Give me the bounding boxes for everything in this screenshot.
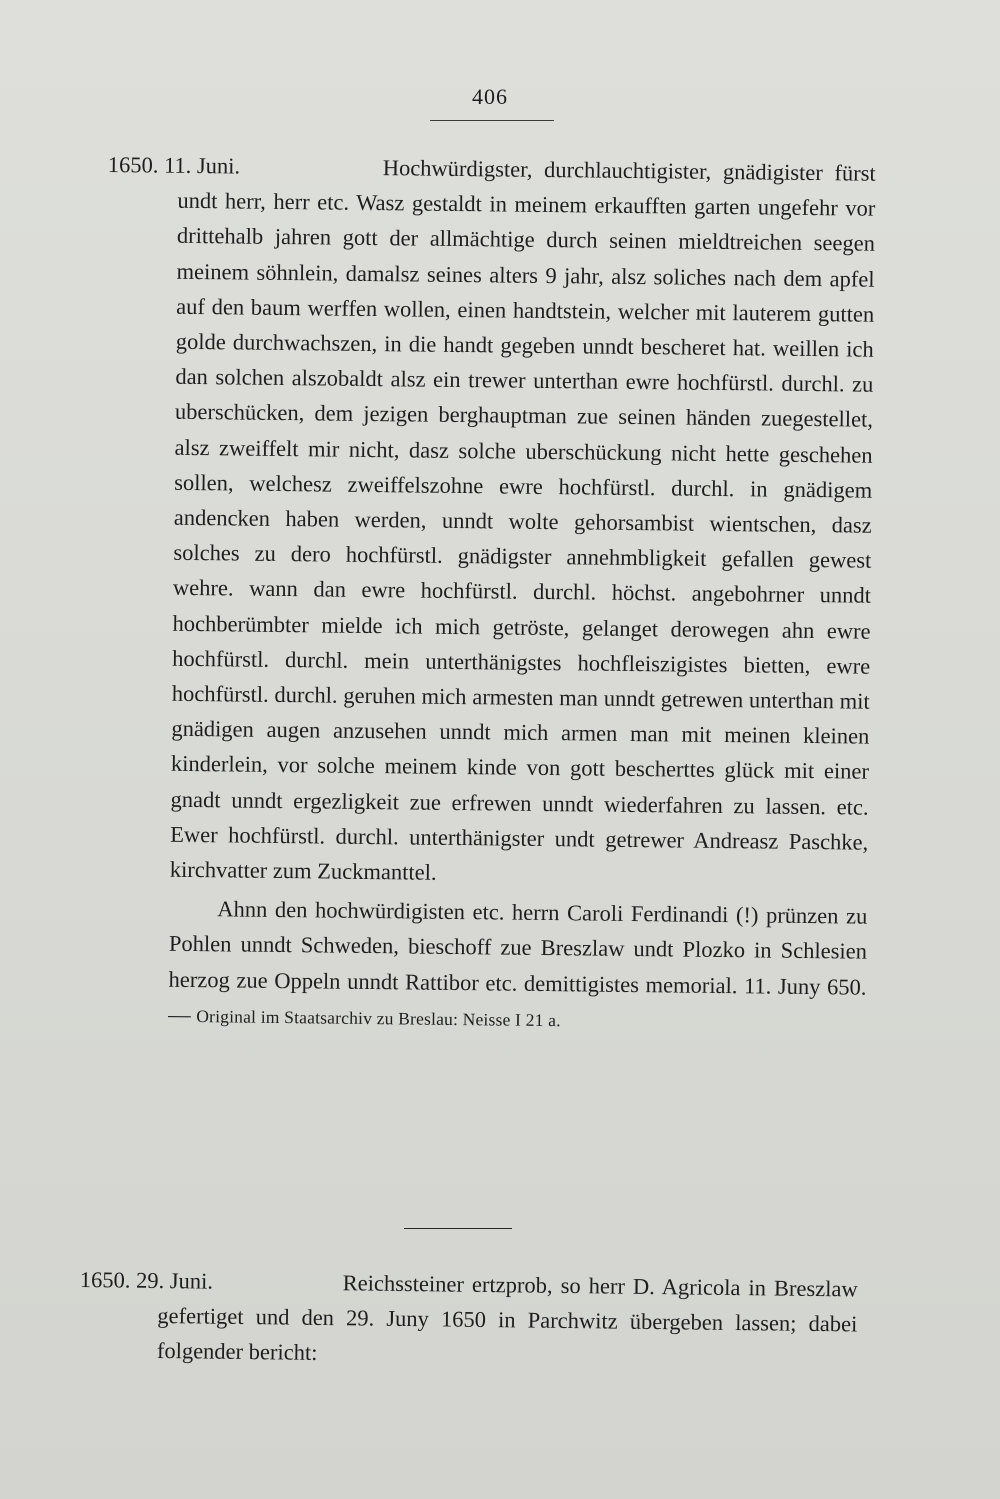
source-note: Original im Staatsarchiv zu Breslau: Neisse I 21 a. bbox=[196, 1005, 561, 1031]
entry-paragraph bbox=[157, 1263, 858, 1377]
address-text: Ahnn den hochwürdigisten etc. herrn Caroli Ferdinandi (!) prünzen zu Pohlen unndt Schweden, bieschoff zue Breszlaw undt Plozko in Schlesien herzog zue Oppeln unndt Rattibor etc. demittigistes memorial. 11. Juny 650. — bbox=[168, 896, 868, 1027]
entry-date: 1650. 11. Juni. bbox=[107, 151, 241, 179]
address-paragraph bbox=[168, 891, 868, 1042]
section-divider bbox=[404, 1228, 512, 1229]
entry-text: Reichssteiner ertzprob, so herr D. Agricola in Breszlaw gefertiget und den 29. Juny 1650 in Parchwitz übergeben lassen; dabei folgender bericht: bbox=[156, 1270, 858, 1366]
entry-body bbox=[98, 147, 876, 1042]
entry-1650-06-11 bbox=[98, 147, 876, 1042]
entry-date: 1650. 29. Juni. bbox=[79, 1266, 214, 1294]
entry-text: Hochwürdigster, durchlauchtigister, gnädigister fürst undt herr, herr etc. Wasz gestaldt in meinem erkaufften garten ungefehr vor drittehalb jahren gott der allmächtige durch seinen mieldtreichen seegen meinem söhnlein, damalsz seines alters 9 jahr, alsz soliches nach dem apfel auf den baum werffen wollen, einen handtstein, welcher mit lauterem gutten golde durchwachszen, in die handt gegeben unndt bescheret hat. weillen ich dan solchen alszobaldt alsz ein trewer unterthan ewre hochfürstl. durchl. zu uberschücken, dem jezigen berghauptman zue seinen händen zuegestellet, alsz zweiffelt mir nicht, dasz solche uberschückung nicht hette geschehen sollen, welchesz zweiffelszohne ewre hochfürstl. durchl. in gnädigem andencken haben werden, unndt wolte gehorsambist wientschen, dasz solches zu dero hochfürstl. gnädigster annehmbligkeit gefallen gewest wehre. wann dan ewre hochfürstl. durchl. höchst. angebohrner unndt hochberümbter mielde ich mich getröste, gelanget derowegen ahn ewre hochfürstl. durchl. mein unterthänigstes hochfleiszigistes bietten, ewre hochfürstl. durchl. geruhen mich armesten man unndt getrewen unterthan mit gnädigen augen anzusehen unndt mich armen man mit meinen kleinen kinderlein, vor solche meinem kinde von gott bescherttes glück mit einer gnadt unndt ergezligkeit zue erfrewen unndt wiederfahren zu lassen. etc. Ewer hochfürstl. durchl. unterthänigster undt getrewer Andreasz Paschke, kirchvatter zum Zuckmanttel. bbox=[169, 155, 876, 885]
entry-paragraph bbox=[170, 148, 876, 895]
entry-1650-06-29 bbox=[79, 1262, 858, 1377]
page-number: 406 bbox=[472, 84, 508, 109]
page-number-rule bbox=[430, 120, 554, 121]
